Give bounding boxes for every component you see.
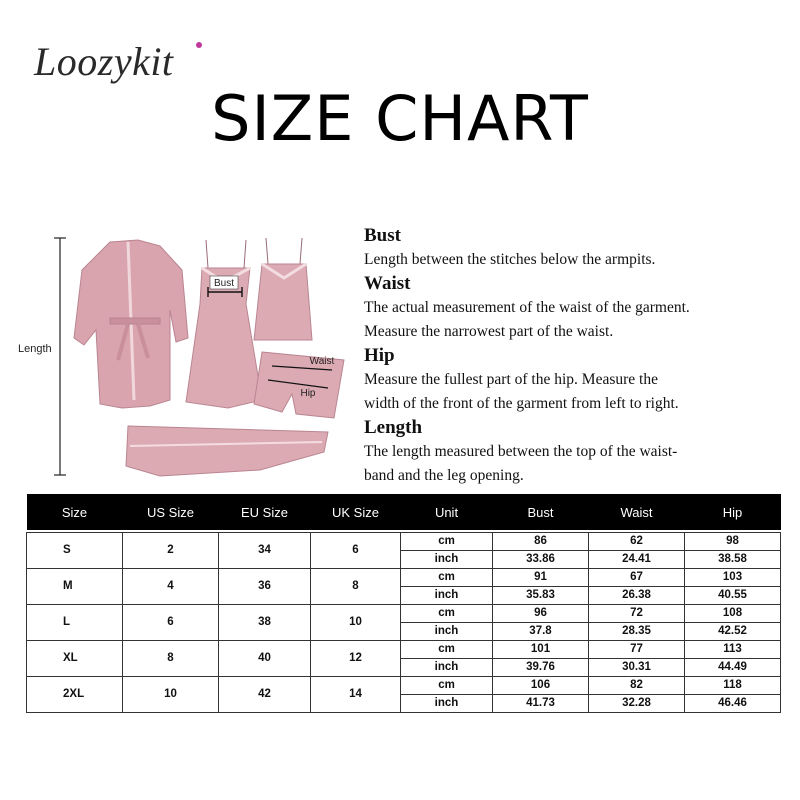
cm-hip-cell: 113	[685, 640, 781, 658]
desc-length	[364, 416, 784, 488]
cm-bust-cell: 96	[493, 604, 589, 622]
inch-waist-cell: 30.31	[589, 658, 685, 676]
inch-unit-cell: inch	[401, 694, 493, 712]
table-row	[27, 640, 781, 658]
eu-size-cell: 40	[219, 640, 311, 676]
header-hip: Hip	[685, 494, 781, 530]
page-title: SIZE CHART	[211, 82, 589, 155]
cm-hip-cell: 118	[685, 676, 781, 694]
size-cell: 2XL	[27, 676, 123, 712]
inch-bust-cell: 39.76	[493, 658, 589, 676]
desc-line: Measure the fullest part of the hip. Measure the	[364, 371, 658, 388]
table-row	[27, 532, 781, 550]
desc-heading: Length	[364, 417, 423, 438]
camisole-icon	[254, 238, 312, 340]
desc-heading: Hip	[364, 345, 395, 366]
desc-line: Measure the narrowest part of the waist.	[364, 323, 614, 340]
table-header-row	[27, 494, 781, 530]
header-us-size: US Size	[123, 494, 219, 530]
cm-unit-cell: cm	[401, 532, 493, 550]
eu-size-cell: 42	[219, 676, 311, 712]
header-waist: Waist	[589, 494, 685, 530]
cm-waist-cell: 77	[589, 640, 685, 658]
size-table	[26, 494, 780, 713]
us-size-cell: 2	[123, 532, 219, 568]
uk-size-cell: 8	[311, 568, 401, 604]
inch-hip-cell: 44.49	[685, 658, 781, 676]
cm-bust-cell: 106	[493, 676, 589, 694]
cm-waist-cell: 72	[589, 604, 685, 622]
table-row	[27, 604, 781, 622]
cm-unit-cell: cm	[401, 604, 493, 622]
cm-waist-cell: 67	[589, 568, 685, 586]
table-row	[27, 676, 781, 694]
robe-icon	[74, 240, 188, 408]
cm-hip-cell: 108	[685, 604, 781, 622]
waist-tag: Waist	[309, 356, 335, 367]
desc-heading: Bust	[364, 225, 401, 246]
desc-line: The length measured between the top of the waist-	[364, 443, 678, 460]
size-cell: M	[27, 568, 123, 604]
desc-line: width of the front of the garment from left to right.	[364, 395, 679, 412]
inch-bust-cell: 35.83	[493, 586, 589, 604]
slip-dress-icon	[186, 240, 262, 408]
length-arrow-icon	[54, 238, 66, 475]
desc-hip	[364, 344, 784, 416]
desc-heading: Waist	[364, 273, 411, 294]
cm-unit-cell: cm	[401, 676, 493, 694]
cm-unit-cell: cm	[401, 640, 493, 658]
uk-size-cell: 6	[311, 532, 401, 568]
size-cell: S	[27, 532, 123, 568]
cm-bust-cell: 101	[493, 640, 589, 658]
header-eu-size: EU Size	[219, 494, 311, 530]
uk-size-cell: 14	[311, 676, 401, 712]
size-cell: XL	[27, 640, 123, 676]
desc-line: band and the leg opening.	[364, 467, 524, 484]
inch-waist-cell: 26.38	[589, 586, 685, 604]
desc-line: Length between the stitches below the armpits.	[364, 251, 656, 268]
cm-waist-cell: 62	[589, 532, 685, 550]
brand-name: Loozykit	[34, 39, 174, 84]
inch-waist-cell: 24.41	[589, 550, 685, 568]
inch-waist-cell: 32.28	[589, 694, 685, 712]
inch-unit-cell: inch	[401, 586, 493, 604]
size-cell: L	[27, 604, 123, 640]
us-size-cell: 10	[123, 676, 219, 712]
inch-unit-cell: inch	[401, 550, 493, 568]
table-row	[27, 568, 781, 586]
inch-bust-cell: 33.86	[493, 550, 589, 568]
inch-bust-cell: 41.73	[493, 694, 589, 712]
header-bust: Bust	[493, 494, 589, 530]
trousers-icon	[126, 426, 328, 476]
cm-hip-cell: 103	[685, 568, 781, 586]
inch-bust-cell: 37.8	[493, 622, 589, 640]
eu-size-cell: 34	[219, 532, 311, 568]
bust-tag: Bust	[213, 278, 235, 289]
cm-waist-cell: 82	[589, 676, 685, 694]
uk-size-cell: 12	[311, 640, 401, 676]
brand-logo	[34, 38, 174, 85]
brand-dot-accent	[196, 42, 202, 48]
header-uk-size: UK Size	[311, 494, 401, 530]
cm-bust-cell: 91	[493, 568, 589, 586]
us-size-cell: 4	[123, 568, 219, 604]
inch-hip-cell: 42.52	[685, 622, 781, 640]
header-unit: Unit	[401, 494, 493, 530]
inch-hip-cell: 38.58	[685, 550, 781, 568]
garment-illustration	[10, 220, 360, 485]
header-size: Size	[27, 494, 123, 530]
desc-bust	[364, 224, 784, 272]
measurement-descriptions	[364, 224, 784, 488]
desc-line: The actual measurement of the waist of the garment.	[364, 299, 690, 316]
eu-size-cell: 36	[219, 568, 311, 604]
cm-hip-cell: 98	[685, 532, 781, 550]
desc-waist	[364, 272, 784, 344]
inch-hip-cell: 46.46	[685, 694, 781, 712]
cm-bust-cell: 86	[493, 532, 589, 550]
hip-tag: Hip	[300, 388, 316, 399]
length-label: Length	[18, 343, 52, 355]
inch-unit-cell: inch	[401, 622, 493, 640]
us-size-cell: 8	[123, 640, 219, 676]
eu-size-cell: 38	[219, 604, 311, 640]
inch-hip-cell: 40.55	[685, 586, 781, 604]
inch-waist-cell: 28.35	[589, 622, 685, 640]
uk-size-cell: 10	[311, 604, 401, 640]
us-size-cell: 6	[123, 604, 219, 640]
inch-unit-cell: inch	[401, 658, 493, 676]
cm-unit-cell: cm	[401, 568, 493, 586]
